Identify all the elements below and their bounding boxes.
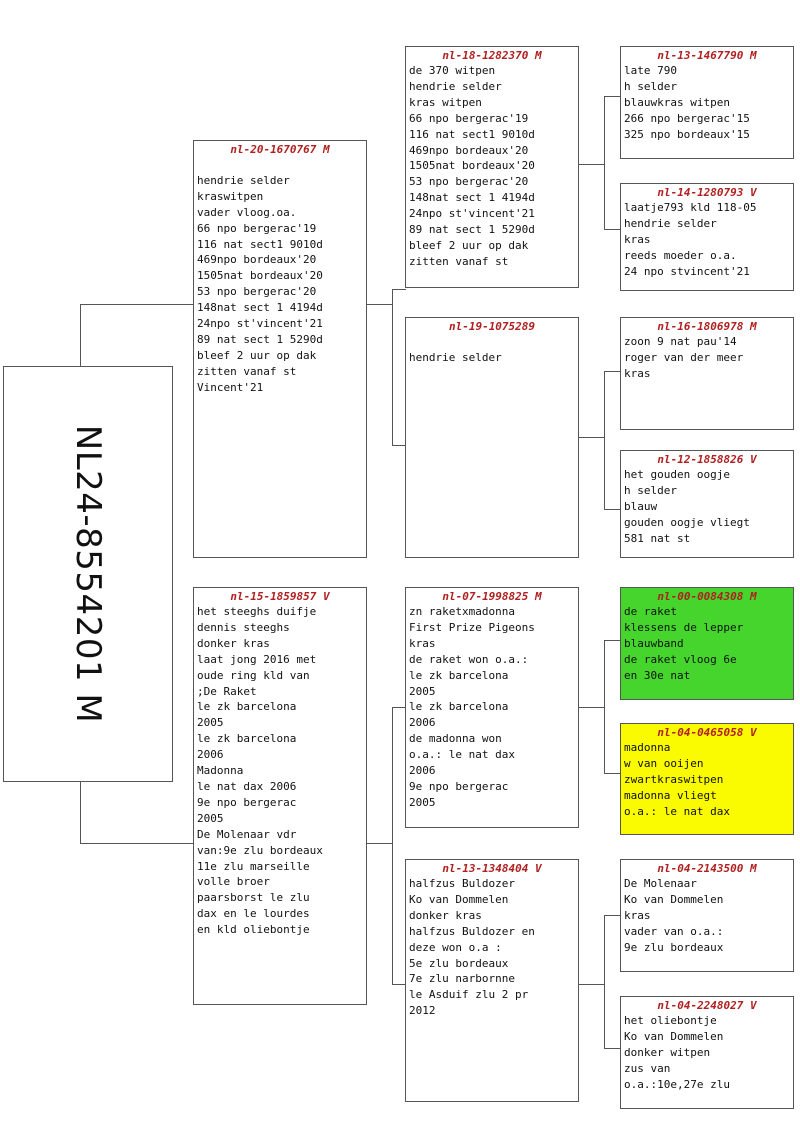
note-line: klessens de lepper bbox=[624, 620, 744, 634]
pigeon-notes bbox=[409, 63, 575, 270]
note-line: 24 npo stvincent'21 bbox=[624, 264, 750, 278]
ring-number: nl-18-1282370 M bbox=[442, 49, 542, 62]
connector bbox=[392, 445, 406, 446]
note-line: 9e zlu bordeaux bbox=[624, 940, 724, 954]
note-line: 53 npo bergerac'20 bbox=[409, 175, 529, 189]
connector bbox=[392, 289, 406, 290]
note-line: 148nat sect 1 4194d bbox=[197, 301, 323, 315]
note-line: kras bbox=[624, 908, 651, 922]
note-line: donker kras bbox=[197, 636, 270, 650]
note-line: madonna vliegt bbox=[624, 788, 717, 802]
note-line: kras bbox=[409, 636, 436, 650]
note-line: hendrie selder bbox=[409, 350, 502, 364]
note-line: en 30e nat bbox=[624, 668, 691, 682]
note-line: donker witpen bbox=[624, 1045, 711, 1059]
note-line: vader van o.a.: bbox=[624, 924, 724, 938]
connector bbox=[392, 289, 393, 446]
note-line: late 790 bbox=[624, 64, 677, 77]
connector bbox=[604, 371, 605, 510]
note-line: w van ooijen bbox=[624, 756, 704, 770]
note-line: kras bbox=[624, 232, 651, 246]
note-line: donker kras bbox=[409, 908, 482, 922]
note-line: paarsborst le zlu bbox=[197, 891, 310, 905]
note-line: kras witpen bbox=[409, 95, 482, 109]
note-line: o.a.:10e,27e zlu bbox=[624, 1077, 730, 1091]
ring-number: nl-20-1670767 M bbox=[230, 143, 330, 156]
note-line: le zk barcelona bbox=[197, 700, 297, 714]
ring-number: nl-04-2248027 V bbox=[657, 999, 757, 1012]
ggp-card-mmm bbox=[620, 996, 794, 1109]
pigeon-notes bbox=[624, 200, 790, 280]
connector bbox=[604, 1048, 621, 1049]
connector bbox=[392, 984, 406, 985]
note-line: reeds moeder o.a. bbox=[624, 248, 737, 262]
note-line: Ko van Dommelen bbox=[624, 1029, 724, 1043]
connector bbox=[604, 96, 605, 230]
note-line: o.a.: le nat dax bbox=[409, 748, 515, 762]
connector bbox=[604, 915, 621, 916]
connector bbox=[578, 707, 604, 708]
note-line: 469npo bordeaux'20 bbox=[197, 253, 317, 267]
connector bbox=[578, 164, 604, 165]
note-line: hendrie selder bbox=[409, 79, 502, 93]
note-line: bleef 2 uur op dak bbox=[197, 348, 317, 362]
note-line: kras bbox=[624, 366, 651, 380]
ggp-card-mfm bbox=[620, 723, 794, 835]
note-line: het gouden oogje bbox=[624, 468, 730, 481]
connector bbox=[604, 640, 621, 641]
note-line: deze won o.a : bbox=[409, 940, 502, 954]
ggp-card-ffm bbox=[620, 183, 794, 291]
pigeon-notes bbox=[624, 467, 790, 547]
note-line: 2005 bbox=[197, 716, 224, 730]
ggp-card-fff bbox=[620, 46, 794, 159]
ggp-card-fmf bbox=[620, 317, 794, 430]
pigeon-notes bbox=[409, 604, 575, 811]
pigeon-notes bbox=[409, 334, 575, 366]
note-line: roger van der meer bbox=[624, 350, 744, 364]
pigeon-notes bbox=[624, 876, 790, 956]
note-line: zus van bbox=[624, 1061, 671, 1075]
note-line: le nat dax 2006 bbox=[197, 779, 297, 793]
note-line: le zk barcelona bbox=[197, 732, 297, 746]
mother-card bbox=[193, 587, 367, 1005]
note-line: 9e npo bergerac bbox=[409, 779, 509, 793]
note-line: halfzus Buldozer bbox=[409, 877, 515, 890]
note-line: hendrie selder bbox=[624, 216, 717, 230]
paternal-grandmother-card bbox=[405, 317, 579, 558]
note-line: kraswitpen bbox=[197, 189, 264, 203]
note-line: en kld oliebontje bbox=[197, 923, 310, 937]
note-line: De Molenaar vdr bbox=[197, 827, 297, 841]
ggp-card-mff bbox=[620, 587, 794, 700]
note-line: laatje793 kld 118-05 bbox=[624, 201, 757, 214]
note-line: madonna bbox=[624, 741, 671, 754]
connector bbox=[604, 509, 621, 510]
note-line: zn raketxmadonna bbox=[409, 605, 515, 618]
note-line: 7e zlu narbornne bbox=[409, 972, 515, 986]
note-line: 2005 bbox=[409, 795, 436, 809]
note-line bbox=[409, 334, 575, 350]
note-line: blauw bbox=[624, 499, 658, 513]
note-line: 89 nat sect 1 5290d bbox=[197, 332, 323, 346]
note-line: blauwkras witpen bbox=[624, 95, 730, 109]
note-line: 24npo st'vincent'21 bbox=[409, 207, 535, 221]
note-line: dax en le lourdes bbox=[197, 907, 310, 921]
note-line: 66 npo bergerac'19 bbox=[409, 111, 529, 125]
note-line: Ko van Dommelen bbox=[409, 892, 509, 906]
connector bbox=[604, 640, 605, 774]
connector bbox=[392, 707, 393, 985]
note-line bbox=[197, 157, 363, 173]
pigeon-notes bbox=[624, 604, 790, 684]
connector bbox=[578, 984, 604, 985]
note-line: vader vloog.oa. bbox=[197, 205, 297, 219]
connector bbox=[604, 773, 621, 774]
note-line: 53 npo bergerac'20 bbox=[197, 285, 317, 299]
note-line: 2012 bbox=[409, 1004, 436, 1018]
note-line: blauwband bbox=[624, 636, 684, 650]
note-line: 1505nat bordeaux'20 bbox=[197, 269, 323, 283]
note-line: zoon 9 nat pau'14 bbox=[624, 335, 737, 348]
note-line: Madonna bbox=[197, 764, 244, 778]
note-line: 469npo bordeaux'20 bbox=[409, 143, 529, 157]
note-line: 2005 bbox=[409, 684, 436, 698]
pigeon-notes bbox=[624, 740, 790, 820]
note-line: 2006 bbox=[409, 764, 436, 778]
note-line: 325 npo bordeaux'15 bbox=[624, 127, 750, 141]
maternal-grandmother-card bbox=[405, 859, 579, 1102]
connector bbox=[604, 915, 605, 1049]
note-line: 5e zlu bordeaux bbox=[409, 956, 509, 970]
note-line: zitten vanaf st bbox=[197, 364, 297, 378]
note-line: First Prize Pigeons bbox=[409, 620, 535, 634]
ring-number: nl-04-0465058 V bbox=[657, 726, 757, 739]
note-line: 1505nat bordeaux'20 bbox=[409, 159, 535, 173]
ggp-card-mmf bbox=[620, 859, 794, 972]
note-line: de raket bbox=[624, 605, 677, 618]
connector bbox=[80, 843, 194, 844]
connector bbox=[392, 707, 406, 708]
maternal-grandfather-card bbox=[405, 587, 579, 828]
note-line: le zk barcelona bbox=[409, 668, 509, 682]
note-line: het oliebontje bbox=[624, 1014, 717, 1027]
note-line: 2006 bbox=[409, 716, 436, 730]
note-line: van:9e zlu bordeaux bbox=[197, 843, 323, 857]
note-line: 266 npo bergerac'15 bbox=[624, 111, 750, 125]
note-line: h selder bbox=[624, 79, 677, 93]
connector bbox=[366, 304, 392, 305]
note-line: zwartkraswitpen bbox=[624, 772, 724, 786]
connector bbox=[80, 782, 81, 844]
note-line: laat jong 2016 met bbox=[197, 652, 317, 666]
subject-ring-number: NL24-8554201 M bbox=[68, 424, 108, 724]
note-line: 148nat sect 1 4194d bbox=[409, 191, 535, 205]
ring-number: nl-16-1806978 M bbox=[657, 320, 757, 333]
note-line: bleef 2 uur op dak bbox=[409, 238, 529, 252]
ring-number: nl-00-0084308 M bbox=[657, 590, 757, 603]
note-line: halfzus Buldozer en bbox=[409, 924, 535, 938]
note-line: het steeghs duifje bbox=[197, 605, 317, 618]
connector bbox=[80, 304, 194, 305]
note-line: 116 nat sect1 9010d bbox=[197, 237, 323, 251]
note-line: 581 nat st bbox=[624, 531, 691, 545]
ring-number: nl-07-1998825 M bbox=[442, 590, 542, 603]
note-line: oude ring kld van bbox=[197, 668, 310, 682]
ggp-card-fmm bbox=[620, 450, 794, 558]
note-line: de madonna won bbox=[409, 732, 502, 746]
pigeon-notes bbox=[624, 63, 790, 143]
note-line: de raket vloog 6e bbox=[624, 652, 737, 666]
note-line: le zk barcelona bbox=[409, 700, 509, 714]
pigeon-notes bbox=[197, 157, 363, 396]
note-line: h selder bbox=[624, 483, 677, 497]
paternal-grandfather-card bbox=[405, 46, 579, 288]
note-line: volle broer bbox=[197, 875, 270, 889]
ring-number: nl-15-1859857 V bbox=[230, 590, 330, 603]
ring-number: nl-13-1467790 M bbox=[657, 49, 757, 62]
note-line: de raket won o.a.: bbox=[409, 652, 529, 666]
ring-number: nl-13-1348404 V bbox=[442, 862, 542, 875]
note-line: dennis steeghs bbox=[197, 620, 290, 634]
subject-card bbox=[3, 366, 173, 782]
note-line: 2006 bbox=[197, 748, 224, 762]
ring-number: nl-14-1280793 V bbox=[657, 186, 757, 199]
connector bbox=[604, 96, 621, 97]
connector bbox=[578, 437, 604, 438]
note-line: 2005 bbox=[197, 811, 224, 825]
note-line: zitten vanaf st bbox=[409, 254, 509, 268]
note-line: ;De Raket bbox=[197, 684, 257, 698]
note-line: hendrie selder bbox=[197, 173, 290, 187]
note-line: Ko van Dommelen bbox=[624, 892, 724, 906]
ring-number: nl-19-1075289 bbox=[448, 320, 536, 333]
pigeon-notes bbox=[197, 604, 363, 938]
pigeon-notes bbox=[624, 1013, 790, 1093]
note-line: Vincent'21 bbox=[197, 380, 264, 394]
connector bbox=[604, 371, 621, 372]
pigeon-notes bbox=[409, 876, 575, 1019]
note-line: 89 nat sect 1 5290d bbox=[409, 223, 535, 237]
ring-number: nl-04-2143500 M bbox=[657, 862, 757, 875]
note-line: gouden oogje vliegt bbox=[624, 515, 750, 529]
note-line: 11e zlu marseille bbox=[197, 859, 310, 873]
connector bbox=[80, 304, 81, 366]
connector bbox=[604, 229, 621, 230]
note-line: 24npo st'vincent'21 bbox=[197, 317, 323, 331]
connector bbox=[366, 843, 392, 844]
note-line: 9e npo bergerac bbox=[197, 795, 297, 809]
pigeon-notes bbox=[624, 334, 790, 382]
note-line: de 370 witpen bbox=[409, 64, 496, 77]
father-card bbox=[193, 140, 367, 558]
note-line: 66 npo bergerac'19 bbox=[197, 221, 317, 235]
note-line: De Molenaar bbox=[624, 877, 697, 890]
ring-number: nl-12-1858826 V bbox=[657, 453, 757, 466]
note-line: 116 nat sect1 9010d bbox=[409, 127, 535, 141]
note-line: o.a.: le nat dax bbox=[624, 804, 730, 818]
note-line: le Asduif zlu 2 pr bbox=[409, 988, 529, 1002]
